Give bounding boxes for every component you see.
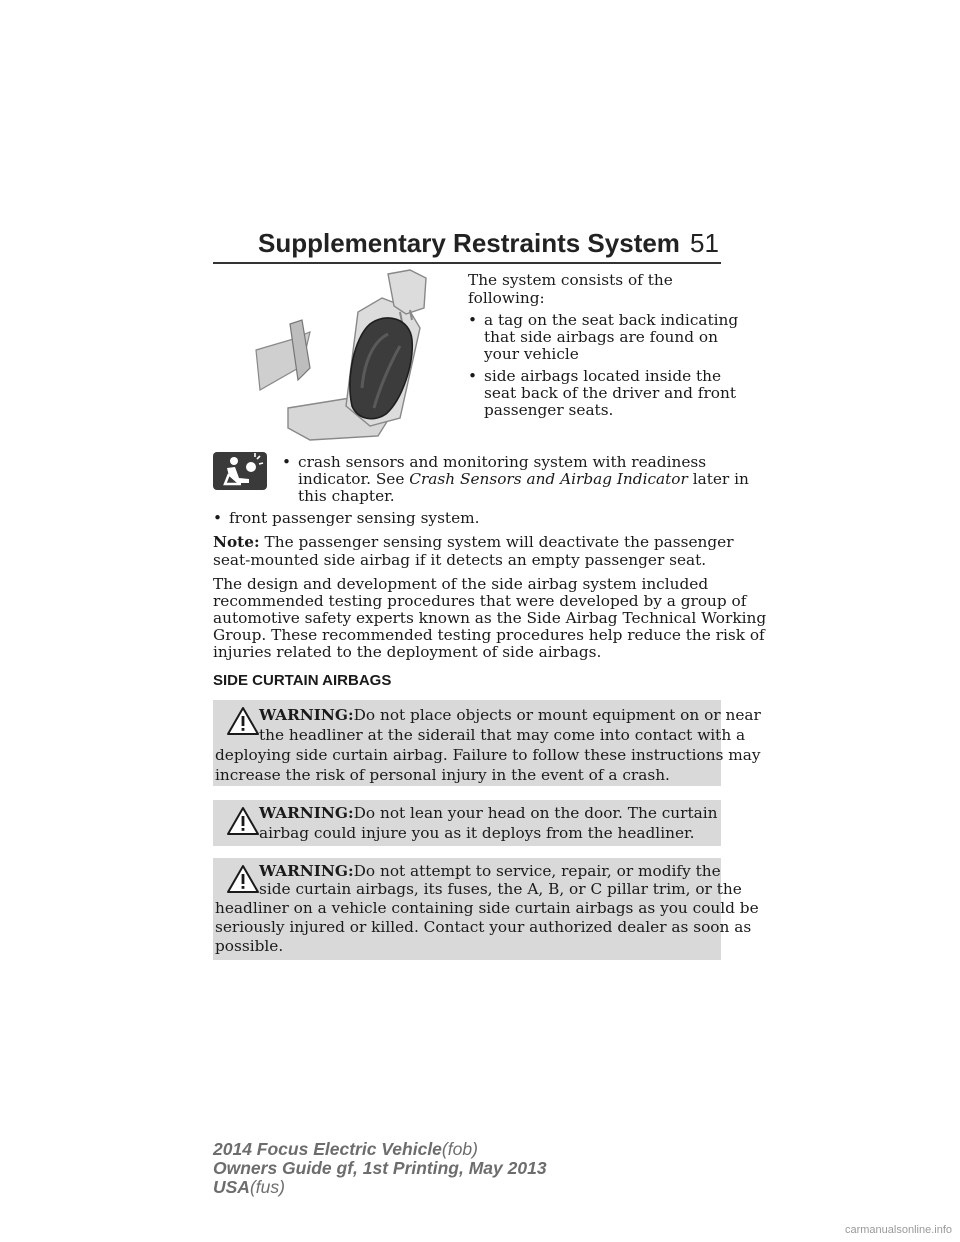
- footer-vehicle: 2014 Focus Electric Vehicle: [213, 1139, 442, 1159]
- list-item-line: that side airbags are found on: [484, 328, 718, 346]
- list-item: [468, 368, 736, 419]
- footer-market: USA: [213, 1177, 250, 1197]
- airbag-warning-icon: [213, 452, 267, 490]
- paragraph-line: automotive safety experts known as the Side Airbag Technical Working: [213, 609, 767, 627]
- warning-triangle-icon: [227, 806, 259, 836]
- footer-line1: [213, 1140, 478, 1159]
- warning-box: [213, 800, 721, 846]
- body-paragraph: [213, 576, 766, 661]
- header-divider: [213, 262, 721, 264]
- list-item-line: a tag on the seat back indicating: [484, 311, 739, 329]
- cross-reference-link[interactable]: Crash Sensors and Airbag Indicator: [409, 470, 688, 488]
- list-item-line: crash sensors and monitoring system with readiness: [298, 453, 707, 471]
- list-item-line: [298, 471, 749, 488]
- warning-line: deploying side curtain airbag. Failure to follow these instructions may: [215, 746, 761, 764]
- warning-line: [259, 804, 718, 822]
- footer-code: (fob): [441, 1139, 478, 1159]
- side-airbag-seat-illustration: [250, 268, 450, 442]
- warning-line: increase the risk of personal injury in the event of a crash.: [215, 766, 670, 784]
- footer-line3: [213, 1178, 285, 1197]
- list-item-line: side airbags located inside the: [484, 367, 722, 385]
- warning-text: Do not place objects or mount equipment on or near: [353, 706, 761, 724]
- page-number: 51: [690, 228, 719, 258]
- bullet: •: [282, 453, 292, 471]
- list-item-line: your vehicle: [484, 345, 579, 363]
- text-run: later in: [687, 470, 749, 488]
- footer-line2: Owners Guide gf, 1st Printing, May 2013: [213, 1158, 547, 1178]
- warning-text: Do not attempt to service, repair, or modify the: [353, 862, 721, 880]
- warning-label: WARNING:: [259, 862, 354, 880]
- list-item-line: seat back of the driver and front: [484, 384, 736, 402]
- bullet: •: [213, 509, 223, 527]
- paragraph-line: The design and development of the side airbag system included: [213, 575, 709, 593]
- paragraph-line: Group. These recommended testing procedures help reduce the risk of: [213, 626, 765, 644]
- list-item-line: this chapter.: [298, 487, 395, 505]
- warning-line: the headliner at the siderail that may come into contact with a: [259, 726, 746, 744]
- bullet: •: [468, 367, 478, 385]
- warning-line: seriously injured or killed. Contact your authorized dealer as soon as: [215, 918, 752, 936]
- bullet: •: [468, 311, 478, 329]
- list-item: [213, 510, 480, 527]
- warning-line: [259, 706, 761, 724]
- warning-box: [213, 700, 761, 786]
- warning-label: WARNING:: [259, 706, 354, 724]
- warning-triangle-icon: [227, 864, 259, 894]
- list-item-line: passenger seats.: [484, 401, 614, 419]
- intro-lead-line1: The system consists of the: [468, 271, 673, 289]
- list-item-line: front passenger sensing system.: [229, 509, 480, 527]
- paragraph-line: injuries related to the deployment of side airbags.: [213, 643, 602, 661]
- footer-code: (fus): [249, 1177, 285, 1197]
- warning-text: Do not lean your head on the door. The curtain: [353, 804, 718, 822]
- section-heading: SIDE CURTAIN AIRBAGS: [213, 672, 392, 689]
- warning-line: [259, 862, 721, 880]
- warning-line: airbag could injure you as it deploys from the headliner.: [259, 824, 695, 842]
- warning-label: WARNING:: [259, 804, 354, 822]
- note-label: Note:: [213, 533, 260, 551]
- page-title: Supplementary Restraints System: [258, 228, 680, 258]
- text-run: indicator. See: [298, 470, 410, 488]
- watermark: carmanualsonline.info: [844, 1224, 952, 1236]
- list-item: [282, 454, 749, 505]
- note-line1: [213, 534, 734, 551]
- warning-line: headliner on a vehicle containing side curtain airbags as you could be: [215, 899, 759, 917]
- warning-line: possible.: [215, 937, 284, 955]
- note-line2: seat-mounted side airbag if it detects an empty passenger seat.: [213, 551, 707, 569]
- warning-line: side curtain airbags, its fuses, the A, B, or C pillar trim, or the: [259, 880, 742, 898]
- intro-lead-line2: following:: [468, 289, 545, 307]
- note-text: The passenger sensing system will deactivate the passenger: [264, 533, 734, 551]
- paragraph-line: recommended testing procedures that were developed by a group of: [213, 592, 747, 610]
- warning-triangle-icon: [227, 706, 259, 736]
- warning-box: [213, 858, 759, 960]
- list-item: [468, 312, 738, 363]
